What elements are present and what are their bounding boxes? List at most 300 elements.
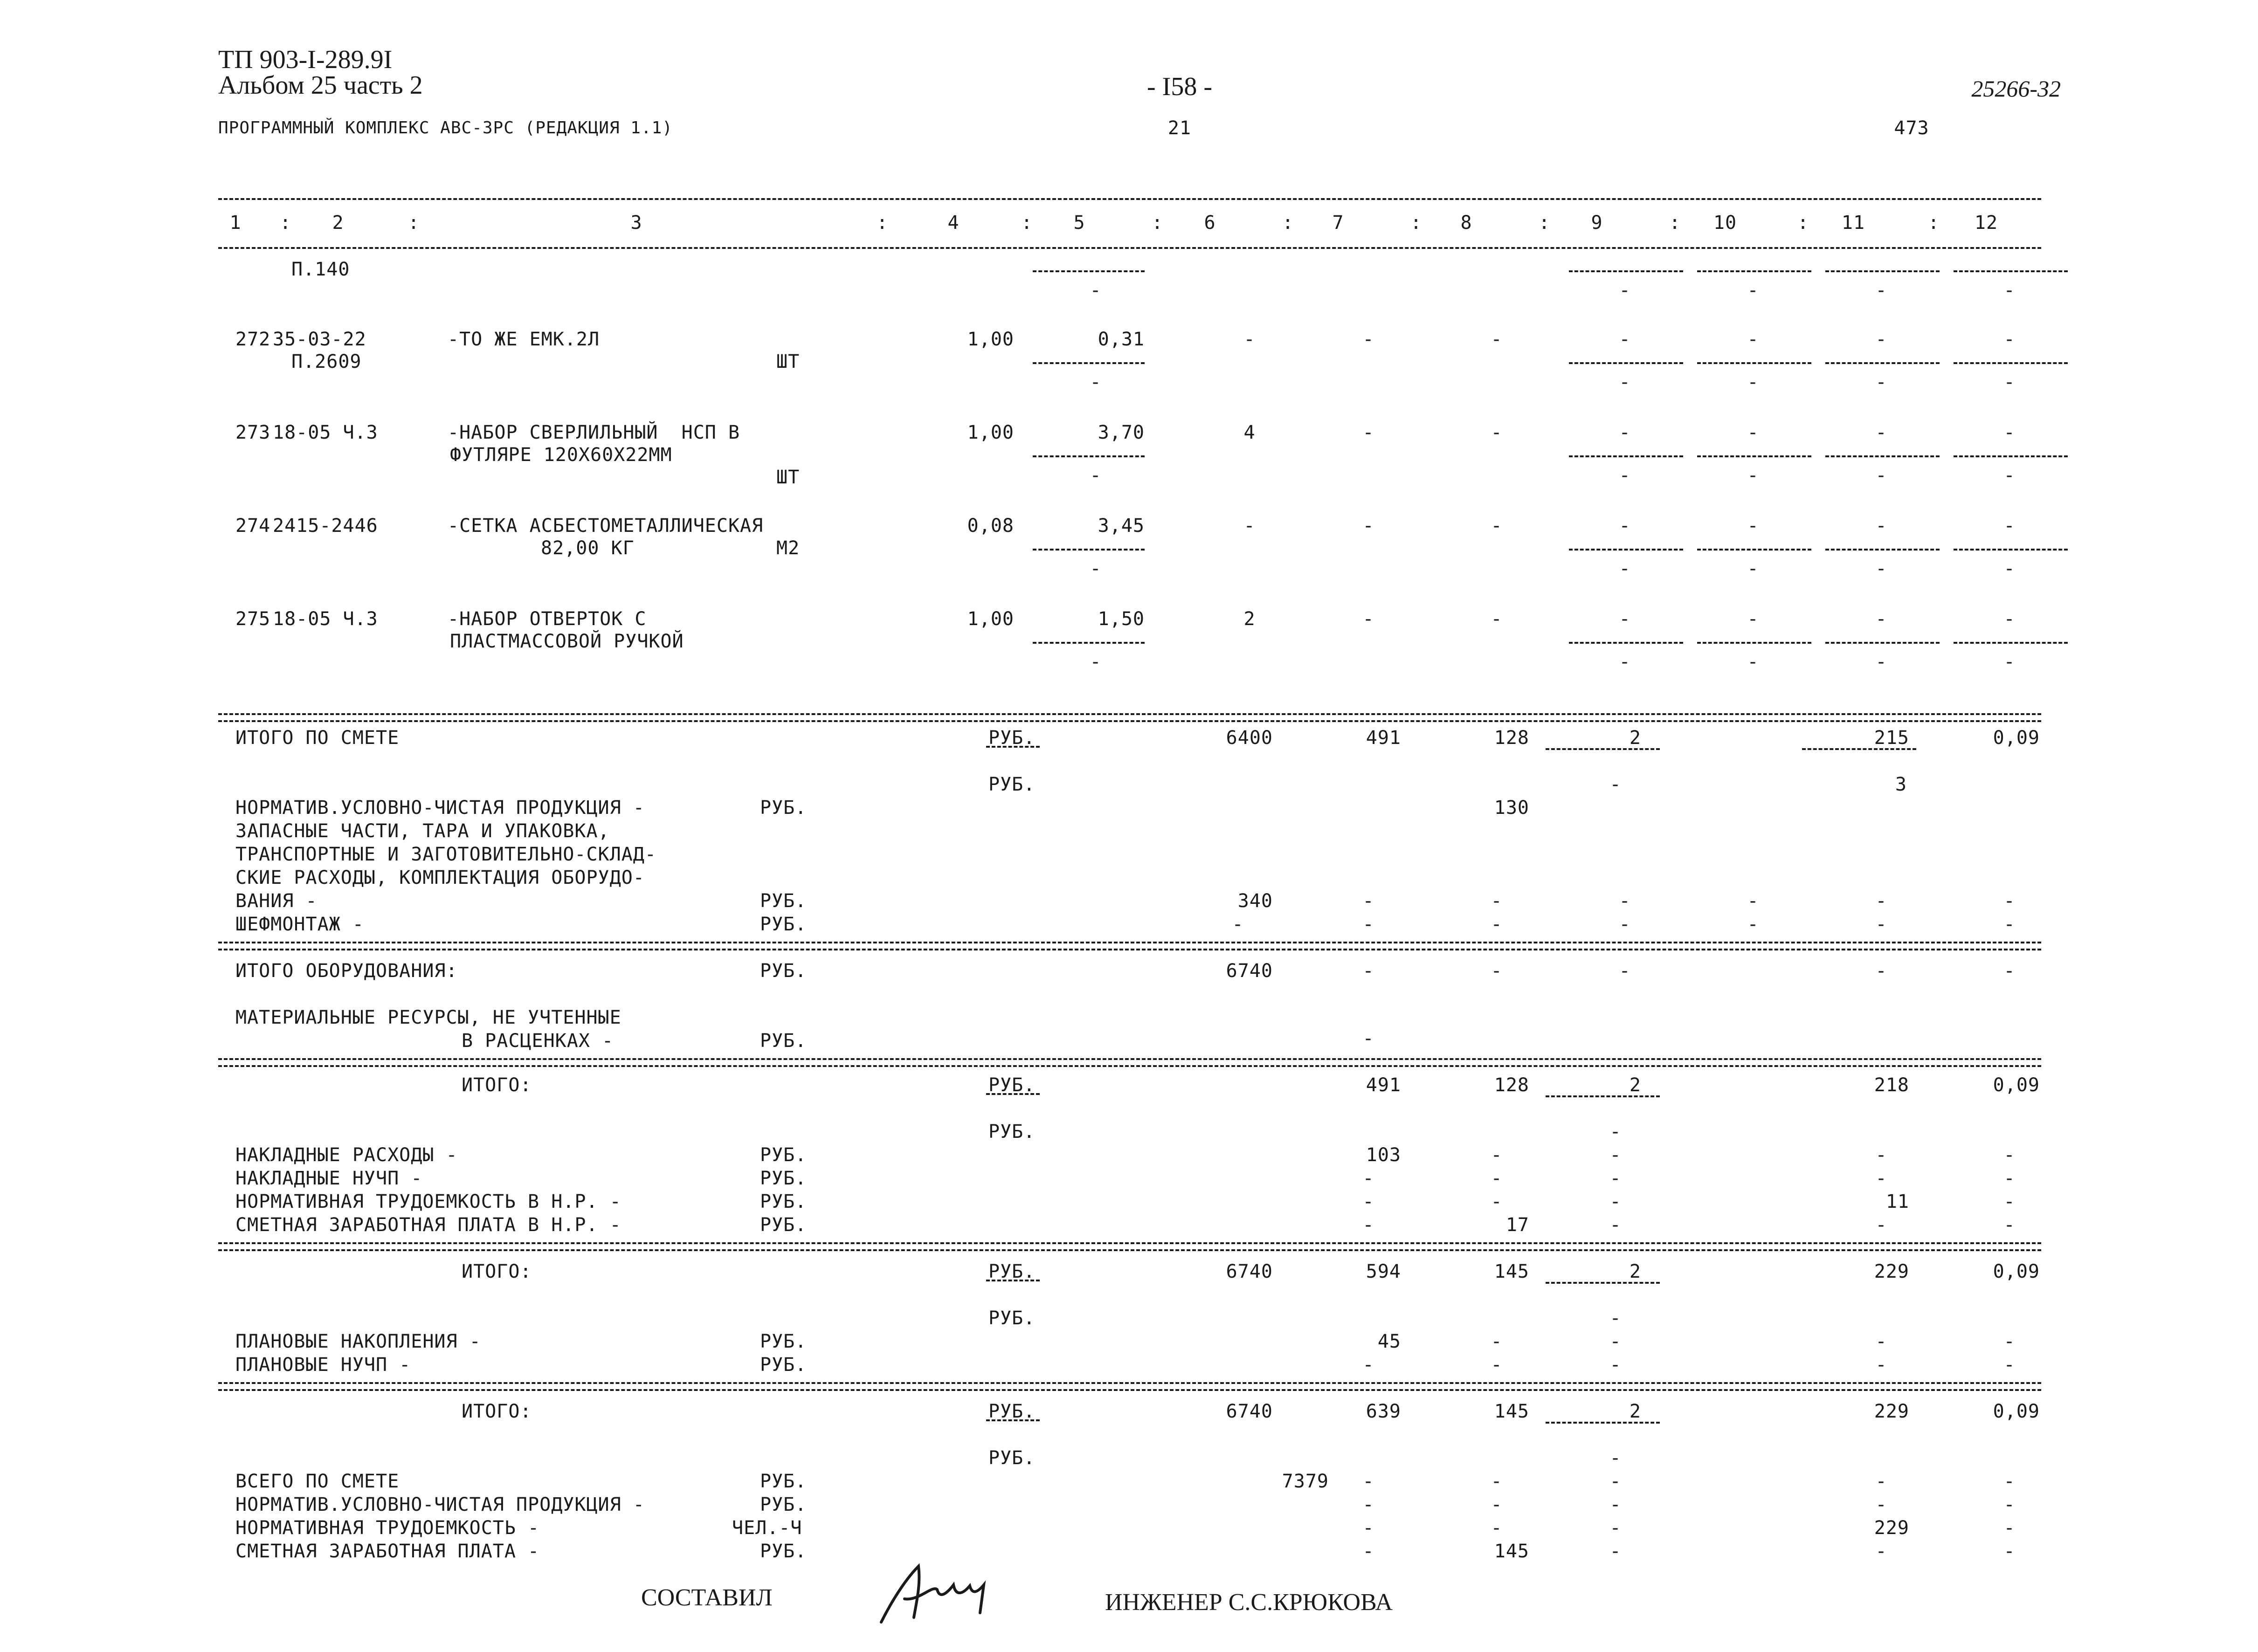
- materials-label: МАТЕРИАЛЬНЫЕ РЕСУРСЫ, НЕ УЧТЕННЫЕ: [235, 1007, 621, 1028]
- item-code: 2415-2446: [273, 515, 378, 537]
- item-name: ПЛАСТМАССОВОЙ РУЧКОЙ: [450, 631, 684, 652]
- spare-parts-label: ТРАНСПОРТНЫЕ И ЗАГОТОВИТЕЛЬНО-СКЛАД-: [235, 844, 656, 865]
- norm-cond-col8: 130: [1494, 797, 1529, 819]
- totals-rule: [218, 720, 2041, 722]
- item-unit: М2: [776, 537, 800, 559]
- item-dash: -: [2003, 651, 2016, 673]
- item-col10: -: [1747, 422, 1759, 443]
- column-header-9: 9: [1591, 212, 1603, 234]
- norm-cond2-dash: -: [2003, 1494, 2016, 1515]
- planned-savings-col7: 45: [1377, 1331, 1401, 1352]
- shefmontazh-label: ШЕФМОНТАЖ -: [235, 914, 364, 935]
- grand-total-dash: -: [1491, 1471, 1503, 1492]
- overhead-nuchp-dash: -: [1609, 1168, 1622, 1189]
- item-dash: -: [1619, 465, 1631, 486]
- column-separator: :: [1797, 212, 1809, 234]
- continued-code: П.140: [291, 259, 350, 280]
- labor-overhead-dash: -: [1491, 1191, 1503, 1212]
- itogo-rule: [218, 1249, 2041, 1251]
- labor-dash: -: [1362, 1517, 1374, 1539]
- item-code: 18-05 Ч.3: [273, 422, 378, 443]
- item-col6: 4: [1243, 422, 1256, 443]
- item-col12: -: [2003, 422, 2016, 443]
- item-dash: -: [2003, 465, 2016, 486]
- rub-label: РУБ.: [988, 1121, 1036, 1143]
- item-underline: [1569, 362, 1683, 364]
- program-name: ПРОГРАММНЫЙ КОМПЛЕКС АВС-3РС (РЕДАКЦИЯ 1.1): [218, 118, 673, 138]
- planned-nuchp-dash: -: [1491, 1354, 1503, 1376]
- item-col7: -: [1362, 329, 1374, 350]
- overhead-col7: 103: [1366, 1144, 1401, 1166]
- column-header-8: 8: [1460, 212, 1472, 234]
- item-col11: -: [1875, 329, 1887, 350]
- grand-total-col6: 7379: [1282, 1471, 1329, 1492]
- grand-total-dash: -: [1875, 1471, 1887, 1492]
- equipment-total-dash: -: [1491, 960, 1503, 982]
- wage-overhead-label: СМЕТНАЯ ЗАРАБОТНАЯ ПЛАТА В Н.Р. -: [235, 1214, 621, 1236]
- item-name: 82,00 КГ: [541, 537, 635, 559]
- item-number: 273: [235, 422, 271, 443]
- item-name: -ТО ЖЕ ЕМК.2Л: [448, 329, 600, 350]
- overhead-nuchp-dash: -: [1875, 1168, 1887, 1189]
- overhead-label: НАКЛАДНЫЕ РАСХОДЫ -: [235, 1144, 458, 1166]
- item-col6: -: [1243, 329, 1256, 350]
- overhead-nuchp-dash: -: [2003, 1168, 2016, 1189]
- equipment-total-dash: -: [1619, 960, 1631, 982]
- item-quantity: 1,00: [967, 329, 1014, 350]
- item-quantity: 0,08: [967, 515, 1014, 537]
- spare-parts-label: ЗАПАСНЫЕ ЧАСТИ, ТАРА И УПАКОВКА,: [235, 820, 610, 842]
- itogo3-col7: 639: [1366, 1401, 1401, 1422]
- column-separator: :: [1410, 212, 1422, 234]
- planned-savings-label: ПЛАНОВЫЕ НАКОПЛЕНИЯ -: [235, 1331, 481, 1352]
- rub-label: РУБ.: [988, 1447, 1036, 1469]
- wage-overhead-dash: -: [1609, 1214, 1622, 1236]
- wage-overhead-col8: 17: [1505, 1214, 1529, 1236]
- rub-label: РУБ.: [760, 914, 807, 935]
- item-underline: [1697, 642, 1811, 644]
- rub-label: РУБ.: [988, 1308, 1036, 1329]
- item-underline: [1825, 455, 1940, 457]
- item-dash: -: [1875, 558, 1887, 579]
- smeta-total-col11: 215: [1874, 727, 1909, 749]
- cont-dash: -: [2003, 280, 2016, 301]
- grand-total-dash: -: [1362, 1471, 1374, 1492]
- rub-label: РУБ.: [760, 1354, 807, 1376]
- overhead-dash: -: [1609, 1144, 1622, 1166]
- shefmontazh-dash: -: [2003, 914, 2016, 935]
- wage-dash: -: [1875, 1541, 1887, 1562]
- shefmontazh-dash: -: [1875, 914, 1887, 935]
- grand-total-dash: -: [2003, 1471, 2016, 1492]
- item-underline: [1033, 455, 1145, 457]
- item-dash: -: [1875, 651, 1887, 673]
- rub-underline: [986, 1419, 1040, 1421]
- rub-label: РУБ.: [760, 1494, 807, 1515]
- item-underline: [1697, 455, 1811, 457]
- item-dash: -: [1619, 651, 1631, 673]
- wage-dash: -: [1609, 1541, 1622, 1562]
- planned-nuchp-dash: -: [1609, 1354, 1622, 1376]
- itogo2-dash: -: [1609, 1308, 1622, 1329]
- labor-overhead-dash: -: [1362, 1191, 1374, 1212]
- grand-total-label: ВСЕГО ПО СМЕТЕ: [235, 1471, 400, 1492]
- smeta-total-col6: 6400: [1226, 727, 1273, 749]
- overhead-dash: -: [1491, 1144, 1503, 1166]
- item-col7: -: [1362, 608, 1374, 630]
- item-price: 3,70: [1098, 422, 1145, 443]
- equipment-total-label: ИТОГО ОБОРУДОВАНИЯ:: [235, 960, 458, 982]
- rub-label: РУБ.: [988, 774, 1036, 795]
- itogo3-col11: 229: [1874, 1401, 1909, 1422]
- item-dash: -: [1619, 372, 1631, 393]
- item-dash: -: [1875, 372, 1887, 393]
- spare-parts-dash: -: [1747, 890, 1759, 912]
- shefmontazh-dash: -: [1747, 914, 1759, 935]
- cont-underline: [1033, 270, 1145, 272]
- planned-savings-dash: -: [1491, 1331, 1503, 1352]
- rub-label: РУБ.: [760, 1541, 807, 1562]
- rub-label: РУБ.: [760, 797, 807, 819]
- column-header-7: 7: [1332, 212, 1344, 234]
- item-name: -НАБОР СВЕРЛИЛЬНЫЙ НСП В: [448, 422, 740, 443]
- wage-label: СМЕТНАЯ ЗАРАБОТНАЯ ПЛАТА -: [235, 1541, 540, 1562]
- col9-underline: [1546, 1282, 1660, 1284]
- grand-total-dash: -: [1609, 1471, 1622, 1492]
- item-col8: -: [1491, 515, 1503, 537]
- itogo2-col8: 145: [1494, 1261, 1529, 1282]
- itogo-label: ИТОГО:: [462, 1261, 532, 1282]
- planned-nuchp-dash: -: [2003, 1354, 2016, 1376]
- item-underline: [1954, 642, 2068, 644]
- norm-cond2-dash: -: [1609, 1494, 1622, 1515]
- column-separator: :: [1021, 212, 1033, 234]
- item-price: 0,31: [1098, 329, 1145, 350]
- column-separator: :: [1669, 212, 1681, 234]
- sheet-number: 21: [1167, 117, 1192, 139]
- item-dash: -: [1747, 651, 1759, 673]
- itogo1-col8: 128: [1494, 1074, 1529, 1096]
- item-dash: -: [2003, 372, 2016, 393]
- planned-savings-dash: -: [2003, 1331, 2016, 1352]
- item-col11: -: [1875, 422, 1887, 443]
- spare-parts-dash: -: [1875, 890, 1887, 912]
- smeta-total-col12: 0,09: [1993, 727, 2040, 749]
- item-col12: -: [2003, 329, 2016, 350]
- rub-label: РУБ.: [988, 1074, 1036, 1096]
- smeta-total-dash: -: [1609, 774, 1622, 795]
- itogo-label: ИТОГО:: [462, 1401, 532, 1422]
- itogo-rule: [218, 1389, 2041, 1391]
- item-dash: -: [1619, 558, 1631, 579]
- labor-overhead-label: НОРМАТИВНАЯ ТРУДОЕМКОСТЬ В Н.Р. -: [235, 1191, 621, 1212]
- column-separator: :: [1539, 212, 1551, 234]
- item-underline: [1569, 549, 1683, 551]
- overhead-nuchp-label: НАКЛАДНЫЕ НУЧП -: [235, 1168, 423, 1189]
- norm-cond2-dash: -: [1875, 1494, 1887, 1515]
- spare-parts-dash: -: [2003, 890, 2016, 912]
- column-separator: :: [877, 212, 889, 234]
- itogo2-col7: 594: [1366, 1261, 1401, 1282]
- itogo2-col12: 0,09: [1993, 1261, 2040, 1282]
- compiled-label: СОСТАВИЛ: [641, 1584, 773, 1611]
- item-underline: [1954, 362, 2068, 364]
- cont-underline: [1569, 270, 1683, 272]
- rub-label: РУБ.: [760, 1030, 807, 1052]
- smeta-total-col7: 491: [1366, 727, 1401, 749]
- item-underline: [1825, 549, 1940, 551]
- item-col8: -: [1491, 329, 1503, 350]
- item-col6: -: [1243, 515, 1256, 537]
- itogo-rule: [218, 1382, 2041, 1384]
- item-quantity: 1,00: [967, 608, 1014, 630]
- total-number: 473: [1894, 117, 1929, 139]
- equipment-rule: [218, 942, 2041, 943]
- spare-parts-dash: -: [1619, 890, 1631, 912]
- materials-dash: -: [1362, 1028, 1374, 1049]
- item-number: 274: [235, 515, 271, 537]
- item-dash: -: [1747, 465, 1759, 486]
- rub-label: РУБ.: [760, 1191, 807, 1212]
- item-name: -СЕТКА АСБЕСТОМЕТАЛЛИЧЕСКАЯ: [448, 515, 764, 537]
- smeta-total-col8: 128: [1494, 727, 1529, 749]
- item-underline: [1825, 362, 1940, 364]
- item-name: ФУТЛЯРЕ 120Х60Х22ММ: [450, 444, 672, 466]
- labor-dash: -: [2003, 1517, 2016, 1539]
- item-col9: -: [1619, 329, 1631, 350]
- item-underline: [1033, 362, 1145, 364]
- column-header-10: 10: [1713, 212, 1737, 234]
- item-name: -НАБОР ОТВЕРТОК С: [448, 608, 647, 630]
- item-number: 272: [235, 329, 271, 350]
- item-dash: -: [1090, 465, 1102, 486]
- engineer-name: ИНЖЕНЕР С.С.КРЮКОВА: [1105, 1589, 1393, 1616]
- item-underline: [1697, 362, 1811, 364]
- item-dash: -: [1747, 372, 1759, 393]
- column-header-6: 6: [1204, 212, 1216, 234]
- column-header-1: 1: [229, 212, 242, 234]
- itogo3-col12: 0,09: [1993, 1401, 2040, 1422]
- overhead-nuchp-dash: -: [1362, 1168, 1374, 1189]
- item-underline: [1954, 549, 2068, 551]
- labor-dash: -: [1491, 1517, 1503, 1539]
- chel-ch-label: ЧЕЛ.-Ч: [732, 1517, 802, 1539]
- itogo-rule: [218, 1065, 2041, 1067]
- item-dash: -: [1090, 558, 1102, 579]
- labor-overhead-col11: 11: [1885, 1191, 1909, 1212]
- column-separator: :: [408, 212, 420, 234]
- labor-label: НОРМАТИВНАЯ ТРУДОЕМКОСТЬ -: [235, 1517, 540, 1539]
- col11-underline: [1802, 748, 1916, 750]
- item-col10: -: [1747, 515, 1759, 537]
- shefmontazh-dash: -: [1491, 914, 1503, 935]
- norm-cond2-label: НОРМАТИВ.УСЛОВНО-ЧИСТАЯ ПРОДУКЦИЯ -: [235, 1494, 645, 1515]
- item-col7: -: [1362, 422, 1374, 443]
- itogo-label: ИТОГО:: [462, 1074, 532, 1096]
- rub-label: РУБ.: [760, 1214, 807, 1236]
- page-number: - I58 -: [1147, 72, 1212, 101]
- itogo2-col6: 6740: [1226, 1261, 1273, 1282]
- equipment-rule: [218, 949, 2041, 950]
- overhead-nuchp-dash: -: [1491, 1168, 1503, 1189]
- item-code: 18-05 Ч.3: [273, 608, 378, 630]
- item-code: 35-03-22: [273, 329, 366, 350]
- wage-overhead-dash: -: [1362, 1214, 1374, 1236]
- rub-label: РУБ.: [988, 1261, 1036, 1282]
- item-dash: -: [2003, 558, 2016, 579]
- smeta-total-label: ИТОГО ПО СМЕТЕ: [235, 727, 400, 749]
- spare-parts-dash: -: [1362, 890, 1374, 912]
- column-header-12: 12: [1974, 212, 1998, 234]
- shefmontazh-dash: -: [1619, 914, 1631, 935]
- column-separator: :: [1282, 212, 1294, 234]
- planned-savings-dash: -: [1609, 1331, 1622, 1352]
- labor-overhead-dash: -: [1609, 1191, 1622, 1212]
- item-underline: [1569, 455, 1683, 457]
- document-code: ТП 903-I-289.9I: [218, 45, 393, 74]
- itogo3-dash: -: [1609, 1447, 1622, 1469]
- col9-underline: [1546, 748, 1660, 750]
- item-underline: [1033, 549, 1145, 551]
- itogo1-col9: 2: [1629, 1074, 1641, 1096]
- planned-savings-dash: -: [1875, 1331, 1887, 1352]
- item-col8: -: [1491, 608, 1503, 630]
- item-col12: -: [2003, 515, 2016, 537]
- item-col9: -: [1619, 422, 1631, 443]
- item-dash: -: [1875, 465, 1887, 486]
- wage-overhead-dash: -: [2003, 1214, 2016, 1236]
- item-col11: -: [1875, 608, 1887, 630]
- planned-nuchp-label: ПЛАНОВЫЕ НУЧП -: [235, 1354, 411, 1376]
- rub-label: РУБ.: [760, 1168, 807, 1189]
- labor-overhead-dash: -: [2003, 1191, 2016, 1212]
- cont-underline: [1825, 270, 1940, 272]
- smeta-total-col11b: 3: [1895, 774, 1907, 795]
- cont-underline: [1697, 270, 1811, 272]
- column-separator: :: [1928, 212, 1940, 234]
- itogo2-col9: 2: [1629, 1261, 1641, 1282]
- equipment-total-col6: 6740: [1226, 960, 1273, 982]
- item-col11: -: [1875, 515, 1887, 537]
- item-col10: -: [1747, 329, 1759, 350]
- cont-dash: -: [1619, 280, 1631, 301]
- totals-rule: [218, 713, 2041, 715]
- signature-image: [877, 1557, 1016, 1631]
- item-unit: ШТ: [776, 467, 800, 488]
- itogo3-col8: 145: [1494, 1401, 1529, 1422]
- materials-label-2: В РАСЦЕНКАХ -: [462, 1030, 614, 1052]
- spare-parts-dash: -: [1491, 890, 1503, 912]
- item-col9: -: [1619, 515, 1631, 537]
- equipment-total-dash: -: [1362, 960, 1374, 982]
- header-bottom-rule: [218, 247, 2041, 249]
- itogo-rule: [218, 1058, 2041, 1060]
- spare-parts-col6: 340: [1237, 890, 1273, 912]
- shefmontazh-dash: -: [1362, 914, 1374, 935]
- column-header-11: 11: [1841, 212, 1865, 234]
- item-code-line2: П.2609: [291, 351, 362, 372]
- planned-nuchp-dash: -: [1875, 1354, 1887, 1376]
- itogo1-dash: -: [1609, 1121, 1622, 1143]
- norm-cond2-dash: -: [1362, 1494, 1374, 1515]
- cont-dash: -: [1875, 280, 1887, 301]
- column-separator: :: [1152, 212, 1164, 234]
- item-dash: -: [1090, 372, 1102, 393]
- rub-label: РУБ.: [760, 960, 807, 982]
- itogo1-col12: 0,09: [1993, 1074, 2040, 1096]
- cont-underline: [1954, 270, 2068, 272]
- item-col9: -: [1619, 608, 1631, 630]
- rub-label: РУБ.: [760, 1144, 807, 1166]
- rub-label: РУБ.: [760, 1471, 807, 1492]
- overhead-dash: -: [2003, 1144, 2016, 1166]
- wage-dash: -: [1362, 1541, 1374, 1562]
- item-dash: -: [1747, 558, 1759, 579]
- smeta-total-col9: 2: [1629, 727, 1641, 749]
- item-underline: [1569, 642, 1683, 644]
- item-underline: [1697, 549, 1811, 551]
- item-col6: 2: [1243, 608, 1256, 630]
- planned-nuchp-dash: -: [1362, 1354, 1374, 1376]
- wage-overhead-dash: -: [1875, 1214, 1887, 1236]
- itogo-rule: [218, 1242, 2041, 1244]
- table-top-rule: [218, 198, 2041, 200]
- spare-parts-label: СКИЕ РАСХОДЫ, КОМПЛЕКТАЦИЯ ОБОРУДО-: [235, 867, 645, 888]
- item-underline: [1954, 455, 2068, 457]
- rub-label: РУБ.: [760, 1331, 807, 1352]
- item-underline: [1033, 642, 1145, 644]
- col9-underline: [1546, 1422, 1660, 1424]
- column-header-5: 5: [1073, 212, 1085, 234]
- norm-cond-label: НОРМАТИВ.УСЛОВНО-ЧИСТАЯ ПРОДУКЦИЯ -: [235, 797, 645, 819]
- itogo1-col7: 491: [1366, 1074, 1401, 1096]
- cont-dash: -: [1747, 280, 1759, 301]
- itogo3-col9: 2: [1629, 1401, 1641, 1422]
- item-col12: -: [2003, 608, 2016, 630]
- itogo1-col11: 218: [1874, 1074, 1909, 1096]
- itogo3-col6: 6740: [1226, 1401, 1273, 1422]
- labor-col11: 229: [1874, 1517, 1909, 1539]
- item-col8: -: [1491, 422, 1503, 443]
- rub-underline: [986, 1280, 1040, 1281]
- item-quantity: 1,00: [967, 422, 1014, 443]
- rub-underline: [986, 746, 1040, 748]
- column-separator: :: [280, 212, 292, 234]
- overhead-dash: -: [1875, 1144, 1887, 1166]
- item-col7: -: [1362, 515, 1374, 537]
- labor-dash: -: [1609, 1517, 1622, 1539]
- item-unit: ШТ: [776, 351, 800, 372]
- album-info: Альбом 25 часть 2: [218, 71, 423, 100]
- itogo2-col11: 229: [1874, 1261, 1909, 1282]
- spare-parts-label: ВАНИЯ -: [235, 890, 318, 912]
- cont-dash: -: [1090, 280, 1102, 301]
- rub-label: РУБ.: [760, 890, 807, 912]
- rub-underline: [986, 1093, 1040, 1095]
- equipment-total-dash: -: [1875, 960, 1887, 982]
- rub-label: РУБ.: [988, 727, 1036, 749]
- rub-label: РУБ.: [988, 1401, 1036, 1422]
- item-price: 3,45: [1098, 515, 1145, 537]
- column-header-4: 4: [947, 212, 960, 234]
- item-number: 275: [235, 608, 271, 630]
- equipment-total-dash: -: [2003, 960, 2016, 982]
- inventory-number: 25266-32: [1971, 76, 2061, 102]
- wage-col8: 145: [1494, 1541, 1529, 1562]
- item-dash: -: [1090, 651, 1102, 673]
- column-header-3: 3: [630, 212, 642, 234]
- item-price: 1,50: [1098, 608, 1145, 630]
